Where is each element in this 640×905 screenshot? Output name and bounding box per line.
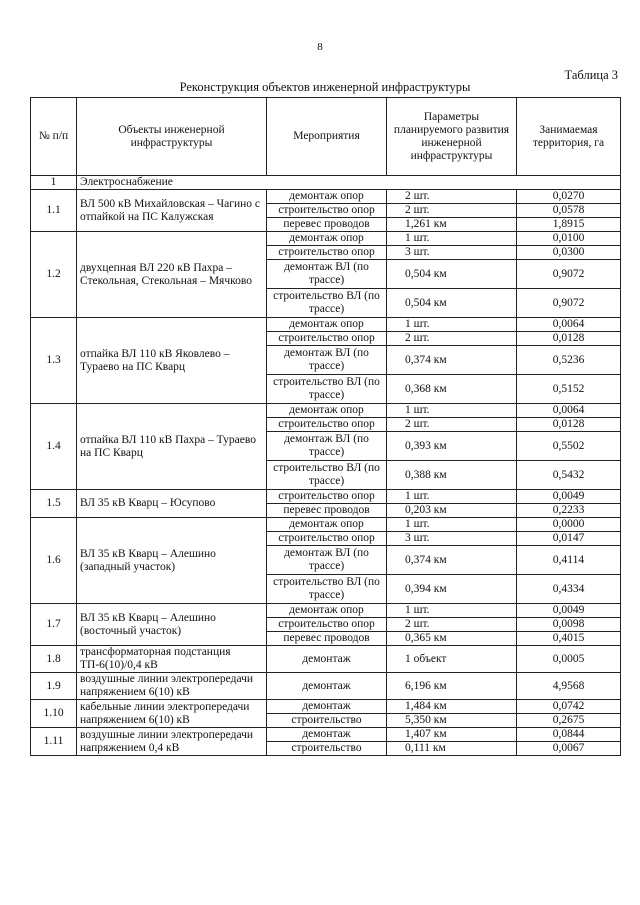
- object-name: отпайка ВЛ 110 кВ Яковлево – Тураево на ПС Кварц: [77, 318, 267, 404]
- param-cell: 1,261 км: [387, 218, 517, 232]
- action-cell: строительство опор: [267, 332, 387, 346]
- row-number: 1.5: [31, 490, 77, 518]
- param-cell: 2 шт.: [387, 190, 517, 204]
- area-cell: 1,8915: [517, 218, 621, 232]
- object-name: воздушные линии электропередачи напряжением 0,4 кВ: [77, 728, 267, 756]
- param-cell: 0,203 км: [387, 504, 517, 518]
- action-cell: перевес проводов: [267, 218, 387, 232]
- param-cell: 1,484 км: [387, 700, 517, 714]
- area-cell: 0,0049: [517, 490, 621, 504]
- param-cell: 0,374 км: [387, 346, 517, 375]
- section-num: 1: [31, 176, 77, 190]
- area-cell: 0,4114: [517, 546, 621, 575]
- action-cell: строительство опор: [267, 618, 387, 632]
- param-cell: 0,368 км: [387, 375, 517, 404]
- action-cell: демонтаж ВЛ (по трассе): [267, 546, 387, 575]
- area-cell: 0,4334: [517, 575, 621, 604]
- table-row: [31, 673, 621, 700]
- param-cell: 0,365 км: [387, 632, 517, 646]
- action-cell: демонтаж ВЛ (по трассе): [267, 260, 387, 289]
- object-name: двухцепная ВЛ 220 кВ Пахра – Стекольная, Стекольная – Мячково: [77, 232, 267, 318]
- table-row: [31, 728, 621, 742]
- area-cell: 0,5152: [517, 375, 621, 404]
- param-cell: 2 шт.: [387, 618, 517, 632]
- param-cell: 2 шт.: [387, 332, 517, 346]
- action-cell: демонтаж опор: [267, 190, 387, 204]
- param-cell: 2 шт.: [387, 204, 517, 218]
- action-cell: демонтаж ВЛ (по трассе): [267, 432, 387, 461]
- param-cell: 5,350 км: [387, 714, 517, 728]
- param-cell: 6,196 км: [387, 673, 517, 700]
- param-cell: 3 шт.: [387, 246, 517, 260]
- area-cell: 0,0742: [517, 700, 621, 714]
- param-cell: 1 шт.: [387, 490, 517, 504]
- area-cell: 0,0005: [517, 646, 621, 673]
- param-cell: 0,394 км: [387, 575, 517, 604]
- row-number: 1.10: [31, 700, 77, 728]
- action-cell: строительство опор: [267, 532, 387, 546]
- param-cell: 0,393 км: [387, 432, 517, 461]
- object-name: ВЛ 35 кВ Кварц – Алешино (западный участок): [77, 518, 267, 604]
- table-row: [31, 232, 621, 246]
- area-cell: 0,9072: [517, 260, 621, 289]
- header-num: № п/п: [31, 98, 77, 176]
- row-number: 1.11: [31, 728, 77, 756]
- area-cell: 0,0578: [517, 204, 621, 218]
- area-cell: 0,0128: [517, 418, 621, 432]
- param-cell: 1 шт.: [387, 404, 517, 418]
- header-area: Занимаемая территория, га: [517, 98, 621, 176]
- area-cell: 0,0000: [517, 518, 621, 532]
- section-title: Электроснабжение: [77, 176, 621, 190]
- area-cell: 0,2233: [517, 504, 621, 518]
- param-cell: 0,374 км: [387, 546, 517, 575]
- area-cell: 0,0300: [517, 246, 621, 260]
- action-cell: строительство ВЛ (по трассе): [267, 375, 387, 404]
- area-cell: 0,0064: [517, 404, 621, 418]
- section-row: [31, 176, 621, 190]
- object-name: воздушные линии электропередачи напряжением 6(10) кВ: [77, 673, 267, 700]
- object-name: ВЛ 500 кВ Михайловская – Чагино с отпайкой на ПС Калужская: [77, 190, 267, 232]
- area-cell: 0,0098: [517, 618, 621, 632]
- header-row: [31, 98, 621, 176]
- area-cell: 0,5502: [517, 432, 621, 461]
- param-cell: 1 шт.: [387, 518, 517, 532]
- area-cell: 0,0064: [517, 318, 621, 332]
- infrastructure-table: [30, 97, 621, 756]
- table-title: Реконструкция объектов инженерной инфраструктуры: [179, 80, 471, 94]
- row-number: 1.4: [31, 404, 77, 490]
- row-number: 1.2: [31, 232, 77, 318]
- action-cell: перевес проводов: [267, 632, 387, 646]
- param-cell: 1 объект: [387, 646, 517, 673]
- param-cell: 3 шт.: [387, 532, 517, 546]
- action-cell: строительство опор: [267, 204, 387, 218]
- action-cell: демонтаж опор: [267, 318, 387, 332]
- action-cell: демонтаж опор: [267, 232, 387, 246]
- page-number: 8: [317, 41, 323, 53]
- param-cell: 1 шт.: [387, 604, 517, 618]
- row-number: 1.6: [31, 518, 77, 604]
- table-row: [31, 190, 621, 204]
- row-number: 1.1: [31, 190, 77, 232]
- action-cell: строительство ВЛ (по трассе): [267, 289, 387, 318]
- object-name: ВЛ 35 кВ Кварц – Алешино (восточный участок): [77, 604, 267, 646]
- object-name: ВЛ 35 кВ Кварц – Юсупово: [77, 490, 267, 518]
- area-cell: 0,0270: [517, 190, 621, 204]
- area-cell: 0,0128: [517, 332, 621, 346]
- table-row: [31, 518, 621, 532]
- table-row: [31, 404, 621, 418]
- action-cell: строительство ВЛ (по трассе): [267, 461, 387, 490]
- header-object: Объекты инженерной инфраструктуры: [77, 98, 267, 176]
- param-cell: 0,388 км: [387, 461, 517, 490]
- param-cell: 2 шт.: [387, 418, 517, 432]
- action-cell: строительство: [267, 742, 387, 756]
- row-number: 1.7: [31, 604, 77, 646]
- action-cell: строительство ВЛ (по трассе): [267, 575, 387, 604]
- object-name: трансформаторная подстанция ТП-6(10)/0,4 кВ: [77, 646, 267, 673]
- action-cell: перевес проводов: [267, 504, 387, 518]
- area-cell: 0,5236: [517, 346, 621, 375]
- action-cell: строительство опор: [267, 246, 387, 260]
- row-number: 1.3: [31, 318, 77, 404]
- param-cell: 1 шт.: [387, 232, 517, 246]
- action-cell: демонтаж: [267, 728, 387, 742]
- row-number: 1.9: [31, 673, 77, 700]
- table-row: [31, 490, 621, 504]
- header-action: Мероприятия: [267, 98, 387, 176]
- area-cell: 0,2675: [517, 714, 621, 728]
- action-cell: демонтаж: [267, 673, 387, 700]
- object-name: отпайка ВЛ 110 кВ Пахра – Тураево на ПС Кварц: [77, 404, 267, 490]
- table-label: Таблица 3: [564, 68, 618, 82]
- action-cell: демонтаж опор: [267, 404, 387, 418]
- param-cell: 1,407 км: [387, 728, 517, 742]
- header-params: Параметры планируемого развития инженерной инфраструктуры: [387, 98, 517, 176]
- table-row: [31, 700, 621, 714]
- area-cell: 0,0100: [517, 232, 621, 246]
- table-row: [31, 604, 621, 618]
- area-cell: 0,0147: [517, 532, 621, 546]
- action-cell: строительство опор: [267, 418, 387, 432]
- param-cell: 1 шт.: [387, 318, 517, 332]
- action-cell: строительство: [267, 714, 387, 728]
- action-cell: демонтаж опор: [267, 518, 387, 532]
- action-cell: демонтаж ВЛ (по трассе): [267, 346, 387, 375]
- area-cell: 0,5432: [517, 461, 621, 490]
- param-cell: 0,111 км: [387, 742, 517, 756]
- param-cell: 0,504 км: [387, 260, 517, 289]
- action-cell: демонтаж: [267, 700, 387, 714]
- area-cell: 4,9568: [517, 673, 621, 700]
- action-cell: строительство опор: [267, 490, 387, 504]
- area-cell: 0,0049: [517, 604, 621, 618]
- area-cell: 0,4015: [517, 632, 621, 646]
- object-name: кабельные линии электропередачи напряжением 6(10) кВ: [77, 700, 267, 728]
- table-body: [31, 176, 621, 756]
- action-cell: демонтаж: [267, 646, 387, 673]
- area-cell: 0,0844: [517, 728, 621, 742]
- row-number: 1.8: [31, 646, 77, 673]
- param-cell: 0,504 км: [387, 289, 517, 318]
- area-cell: 0,0067: [517, 742, 621, 756]
- table-row: [31, 318, 621, 332]
- table-row: [31, 646, 621, 673]
- area-cell: 0,9072: [517, 289, 621, 318]
- action-cell: демонтаж опор: [267, 604, 387, 618]
